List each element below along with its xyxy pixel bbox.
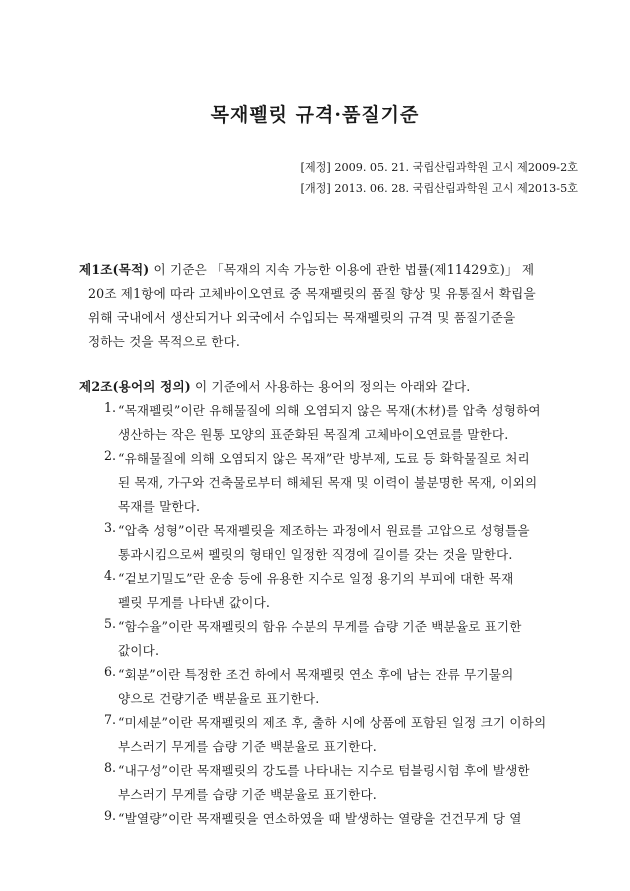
item-line: “발열량”이란 목재펠릿을 연소하였을 때 발생하는 열량을 건건무게 당 열 — [118, 811, 522, 826]
item-line: 된 목재, 가구와 건축물로부터 해체된 목재 및 이력이 불분명한 목재, 이외의 — [118, 475, 538, 490]
item-line: “미세분”이란 목재펠릿의 제조 후, 출하 시에 상품에 포함된 일정 크기 이하의 — [118, 715, 547, 730]
item-line: “목재펠릿”이란 유해물질에 의해 오염되지 않은 목재(木材)를 압축 성형하여 — [118, 403, 541, 418]
item-number: 9. — [104, 808, 117, 823]
article-1-heading: 제1조(목적) — [79, 262, 150, 277]
item-line: “회분”이란 특정한 조건 하에서 목재펠릿 연소 후에 남는 잔류 무기물의 — [118, 667, 514, 682]
item-number: 3. — [104, 520, 117, 535]
revision-enacted: [제정] 2009. 05. 21. 국립산림과학원 고시 제2009-2호 — [300, 161, 578, 174]
item-number: 7. — [104, 712, 117, 727]
item-number: 2. — [104, 448, 117, 463]
item-line: 부스러기 무게를 습량 기준 백분율로 표기한다. — [118, 787, 377, 802]
item-number: 4. — [104, 568, 117, 583]
item-line: 값이다. — [118, 643, 160, 658]
revision-amended: [개정] 2013. 06. 28. 국립산림과학원 고시 제2013-5호 — [300, 182, 578, 195]
item-line: “내구성”이란 목재펠릿의 강도를 나타내는 지수로 텀블링시험 후에 발생한 — [118, 763, 530, 778]
item-line: 양으로 건량기준 백분율로 표기한다. — [118, 691, 320, 706]
item-number: 5. — [104, 616, 117, 631]
item-line: “압축 성형”이란 목재펠릿을 제조하는 과정에서 원료를 고압으로 성형틀을 — [118, 523, 530, 538]
article-2-intro: 이 기준에서 사용하는 용어의 정의는 아래와 같다. — [190, 379, 471, 394]
item-number: 6. — [104, 664, 117, 679]
article-1-line: 정하는 것을 목적으로 한다. — [88, 334, 241, 349]
item-number: 1. — [104, 400, 117, 415]
item-line: 목재를 말한다. — [118, 499, 201, 514]
article-2-heading: 제2조(용어의 정의) — [79, 379, 191, 394]
document-title: 목재펠릿 규격·품질기준 — [210, 104, 420, 126]
item-line: 생산하는 작은 원통 모양의 표준화된 목질계 고체바이오연료를 말한다. — [118, 427, 509, 442]
item-number: 8. — [104, 760, 117, 775]
article-1-line: 20조 제1항에 따라 고체바이오연료 중 목재펠릿의 품질 향상 및 유통질서 확립을 — [88, 286, 536, 301]
item-line: “유해물질에 의해 오염되지 않은 목재”란 방부제, 도료 등 화학물질로 처리 — [118, 451, 530, 466]
item-line: 부스러기 무게를 습량 기준 백분율로 표기한다. — [118, 739, 377, 754]
item-line: 통과시킴으로써 펠릿의 형태인 일정한 직경에 길이를 갖는 것을 말한다. — [118, 547, 513, 562]
item-line: “겉보기밀도”란 운송 등에 유용한 지수로 일정 용기의 부피에 대한 목재 — [118, 571, 514, 586]
article-1-line: 위해 국내에서 생산되거나 외국에서 수입되는 목재펠릿의 규격 및 품질기준을 — [88, 310, 516, 325]
item-line: “함수율”이란 목재펠릿의 함유 수분의 무게를 습량 기준 백분율로 표기한 — [118, 619, 522, 634]
item-line: 펠릿 무게를 나타낸 값이다. — [118, 595, 271, 610]
article-1-line: 이 기준은 「목재의 지속 가능한 이용에 관한 법률(제11429호)」 제 — [149, 262, 535, 277]
